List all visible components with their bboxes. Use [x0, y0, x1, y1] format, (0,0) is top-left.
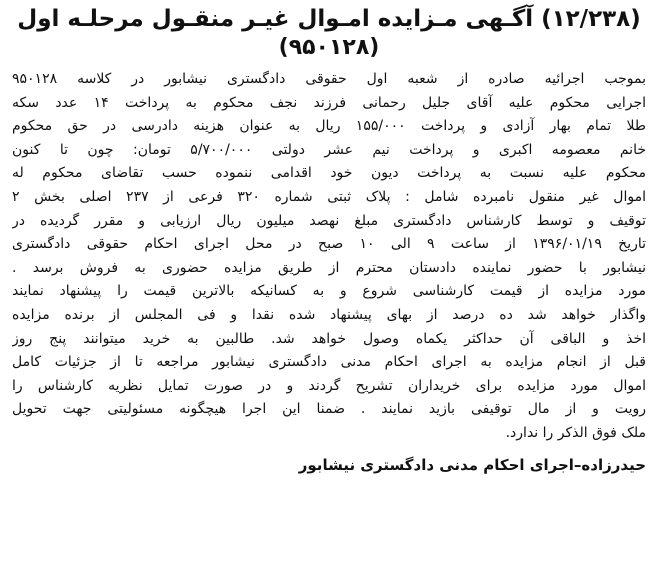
case-number: (۹۵۰۱۲۸) — [278, 35, 380, 60]
notice-title: (۱۲/۲۳۸) آگـهی مـزایده امـوال غیـر منقـول مرحلـه اول — [17, 6, 641, 32]
body-line: طلا تمام بهار آزادی و پرداخت ۱۵۵/۰۰۰ ریال به عنوان هزینه دادرسی در حق محکوم — [12, 118, 646, 135]
signature: حیدرزاده–اجرای احکام مدنی دادگستری نیشابور — [298, 455, 646, 474]
body-line: خانم معصومه اکبری و پرداخت نیم عشر دولتی ۵/۷۰۰/۰۰۰ تومان: چون تا کنون — [12, 141, 646, 158]
body-line: توقیف و توسط کارشناس دادگستری مبلغ نهصد میلیون ریال ارزیابی و مقرر گردیده در — [12, 212, 646, 229]
body-line: نیشابور با حضور نماینده دادستان محترم از طریق مزایده حضوری به فروش برسد . — [12, 259, 646, 276]
body-line: محکوم علیه نسبت به پرداخت دیون خود اقدامی ننموده حسب تقاضای محکوم له — [12, 165, 646, 182]
body-line: قبل از انجام مزایده به اجرای احکام مدنی دادگستری نیشابور مراجعه تا از جزئیات کامل — [12, 354, 646, 371]
body-line: اموال مورد مزایده برای خریداران تشریح گردند و در صورت تمایل نظریه کارشناس را — [12, 377, 646, 394]
body-line: مورد مزایده از قیمت کارشناسی شروع و به کسانیکه بالاترین قیمت را پیشنهاد نمایند — [12, 283, 646, 300]
notice-body — [12, 68, 646, 446]
body-line: ملک فوق الذکر را ندارد. — [505, 424, 646, 441]
body-line: اموال غیر منقول نامبرده شامل : پلاک ثبتی شماره ۳۲۰ فرعی از ۲۳۷ اصلی بخش ۲ — [12, 188, 646, 205]
body-line: تاریخ ۱۳۹۶/۰۱/۱۹ از ساعت ۹ الی ۱۰ صبح در محل اجرای احکام حقوقی دادگستری — [12, 236, 646, 253]
body-line: رویت و از مال توقیفی بازید نمایند . ضمنا این اجرا هیچگونه مسئولیتی جهت تحویل — [12, 401, 646, 418]
body-line: واگذار خواهد شد ده درصد از بهای پیشنهاد شده نقدا و فی المجلس از برنده مزایده — [12, 306, 646, 323]
body-line: اخذ و الباقی آن حداکثر یکماه وصول خواهد شد. طالبین به خرید میتوانند پنج روز — [12, 330, 646, 347]
body-line: اجرایی محکوم علیه آقای جلیل رحمانی فرزند نجف محکوم به پرداخت ۱۴ عدد سکه — [12, 94, 646, 111]
body-line: بموجب اجرائیه صادره از شعبه اول حقوقی دادگستری نیشابور در کلاسه ۹۵۰۱۲۸ — [12, 71, 646, 87]
auction-notice — [12, 4, 646, 570]
